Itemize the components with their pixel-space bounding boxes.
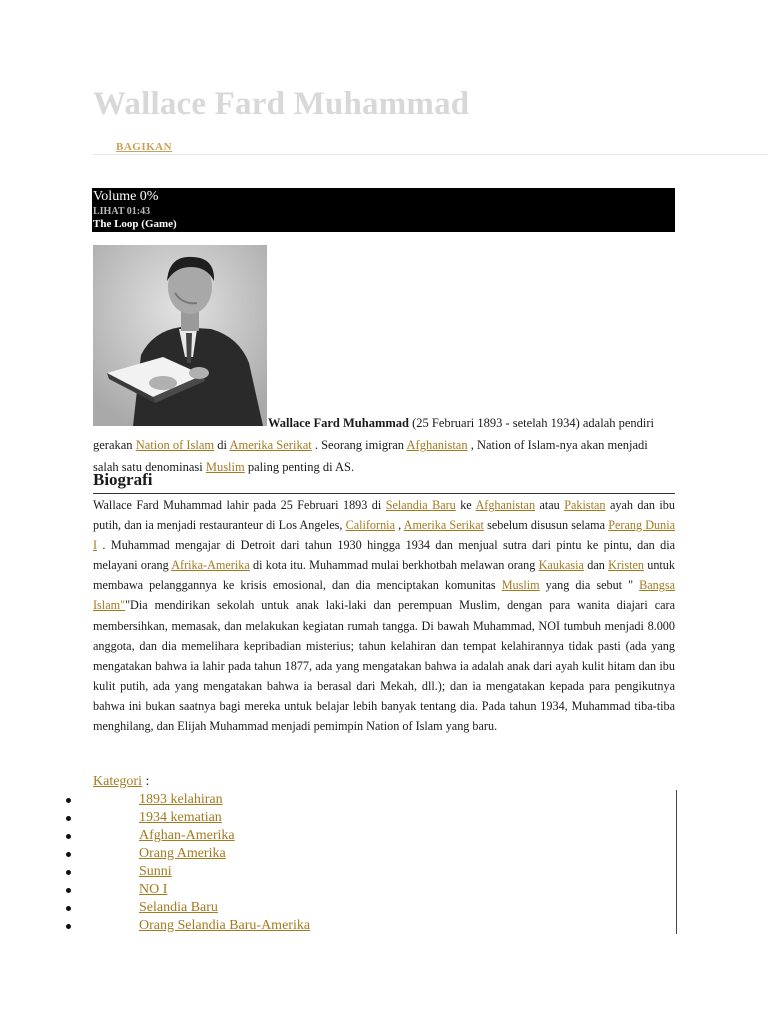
link-afghanistan[interactable]: Afghanistan — [406, 438, 468, 452]
list-item — [66, 917, 310, 935]
link-kategori[interactable]: Kategori — [93, 774, 142, 789]
bio-text: yang dia sebut " — [539, 578, 640, 593]
link-kristen[interactable]: Kristen — [608, 558, 644, 573]
link-amerika-serikat[interactable]: Amerika Serikat — [229, 438, 312, 452]
categories-colon: : — [141, 774, 150, 789]
page-title: Wallace Fard Muhammad — [93, 86, 470, 122]
link-perang-dunia-i[interactable]: Perang Dunia I — [93, 518, 675, 553]
link-nation-of-islam[interactable]: Nation of Islam — [135, 438, 215, 452]
category-link[interactable]: Orang Selandia Baru-Amerika — [139, 918, 311, 933]
categories-list — [66, 791, 310, 935]
biography-paragraph — [93, 495, 675, 736]
intro-text: . Seorang imigran — [311, 438, 407, 452]
bullet-icon — [66, 906, 71, 911]
intro-text: di — [214, 438, 230, 452]
bio-text: sebelum disusun selama — [483, 518, 609, 533]
category-link[interactable]: Afghan-Amerika — [139, 828, 235, 843]
link-bangsa-islam[interactable]: Bangsa Islam" — [93, 578, 676, 613]
list-item — [66, 881, 310, 899]
section-heading-biografi: Biografi — [93, 469, 675, 494]
bio-text: "Dia mendirikan sekolah untuk anak laki-laki dan perempuan Muslim, dengan para wanita diajari cara membersihkan, memasak, dan melakukan kegiatan rumah tangga. Di bawah Muhammad, NOI tumbuh menjadi 8.000 anggota, dan dia memelihara kepribadian misterius; tahun kelahiran dan tempat kelahirannya tidak pasti (ada yang mengatakan bahwa ia lahir pada tahun 1877, ada yang mengatakan bahwa ia adalah anak dari ayah kulit hitam dan ibu kulit putih, ada yang mengatakan bahwa ia berasal dari Mekah, dll.); dan ia mengatakan kepada para pengikutnya bahwa ini bukan saatnya bagi mereka untuk belajar lebih banyak tentang dia. Pada tahun 1934, Muhammad tiba-tiba menghilang, dan Elijah Muhammad menjadi pemimpin Nation of Islam yang baru. — [93, 598, 675, 734]
list-item — [66, 791, 310, 809]
bio-text: , — [394, 518, 404, 533]
watch-duration[interactable]: LIHAT 01:43 — [93, 206, 151, 217]
video-title[interactable]: The Loop (Game) — [93, 218, 177, 230]
bullet-icon — [66, 816, 71, 821]
link-afghanistan[interactable]: Afghanistan — [475, 498, 536, 512]
bio-text: dan — [583, 558, 609, 573]
category-link[interactable]: NO I — [139, 882, 168, 897]
portrait-photo-image — [93, 245, 267, 426]
bullet-icon — [66, 888, 71, 893]
intro-text: (25 Februari 1893 - setelah 1934) adalah pendiri gerakan — [93, 416, 655, 452]
link-afrika-amerika[interactable]: Afrika-Amerika — [171, 558, 250, 573]
bio-text: ayah dan ibu putih, dan ia menjadi restauranteur di Los Angeles, — [93, 498, 675, 533]
link-kaukasia[interactable]: Kaukasia — [538, 558, 584, 573]
bio-text: di kota itu. Muhammad mulai berkhotbah melawan orang — [249, 558, 539, 573]
link-amerika-serikat[interactable]: Amerika Serikat — [403, 518, 484, 533]
category-link[interactable]: Orang Amerika — [139, 846, 226, 861]
categories-divider — [676, 790, 677, 934]
categories-label — [93, 774, 149, 790]
link-muslim[interactable]: Muslim — [205, 460, 245, 474]
bio-text: . Muhammad mengajar di Detroit dari tahun 1930 hingga 1934 dan menjual sutra dari pintu ke pintu, dan dia melayani orang — [93, 538, 675, 573]
bullet-icon — [66, 852, 71, 857]
category-link[interactable]: Sunni — [139, 864, 172, 879]
subject-name: Wallace Fard Muhammad — [268, 416, 409, 430]
list-item — [66, 845, 310, 863]
bullet-icon — [66, 870, 71, 875]
bio-text: atau — [535, 498, 565, 512]
bio-text: ke — [455, 498, 476, 512]
link-muslim[interactable]: Muslim — [501, 578, 540, 593]
link-selandia-baru[interactable]: Selandia Baru — [385, 498, 456, 512]
bullet-icon — [66, 924, 71, 929]
list-item — [66, 827, 310, 845]
bullet-icon — [66, 798, 71, 803]
list-item — [66, 863, 310, 881]
bullet-icon — [66, 834, 71, 839]
bio-text: untuk membawa pelanggannya ke krisis emosional, dan dia menciptakan komunitas — [93, 558, 675, 593]
portrait-photo — [93, 245, 267, 426]
volume-label[interactable]: Volume 0% — [93, 189, 159, 204]
title-divider — [93, 154, 768, 155]
bio-text: Wallace Fard Muhammad lahir pada 25 Februari 1893 di — [93, 498, 386, 512]
list-item — [66, 809, 310, 827]
category-link[interactable]: Selandia Baru — [139, 900, 218, 915]
video-player-bar[interactable] — [92, 188, 675, 232]
link-california[interactable]: California — [345, 518, 395, 533]
list-item — [66, 899, 310, 917]
link-pakistan[interactable]: Pakistan — [564, 498, 606, 512]
category-link[interactable]: 1934 kematian — [139, 810, 222, 825]
category-link[interactable]: 1893 kelahiran — [139, 792, 223, 807]
share-link[interactable]: BAGIKAN — [116, 141, 173, 153]
intro-text: , Nation of Islam-nya akan menjadi salah satu denominasi — [93, 438, 648, 474]
intro-text: paling penting di AS. — [244, 460, 355, 474]
